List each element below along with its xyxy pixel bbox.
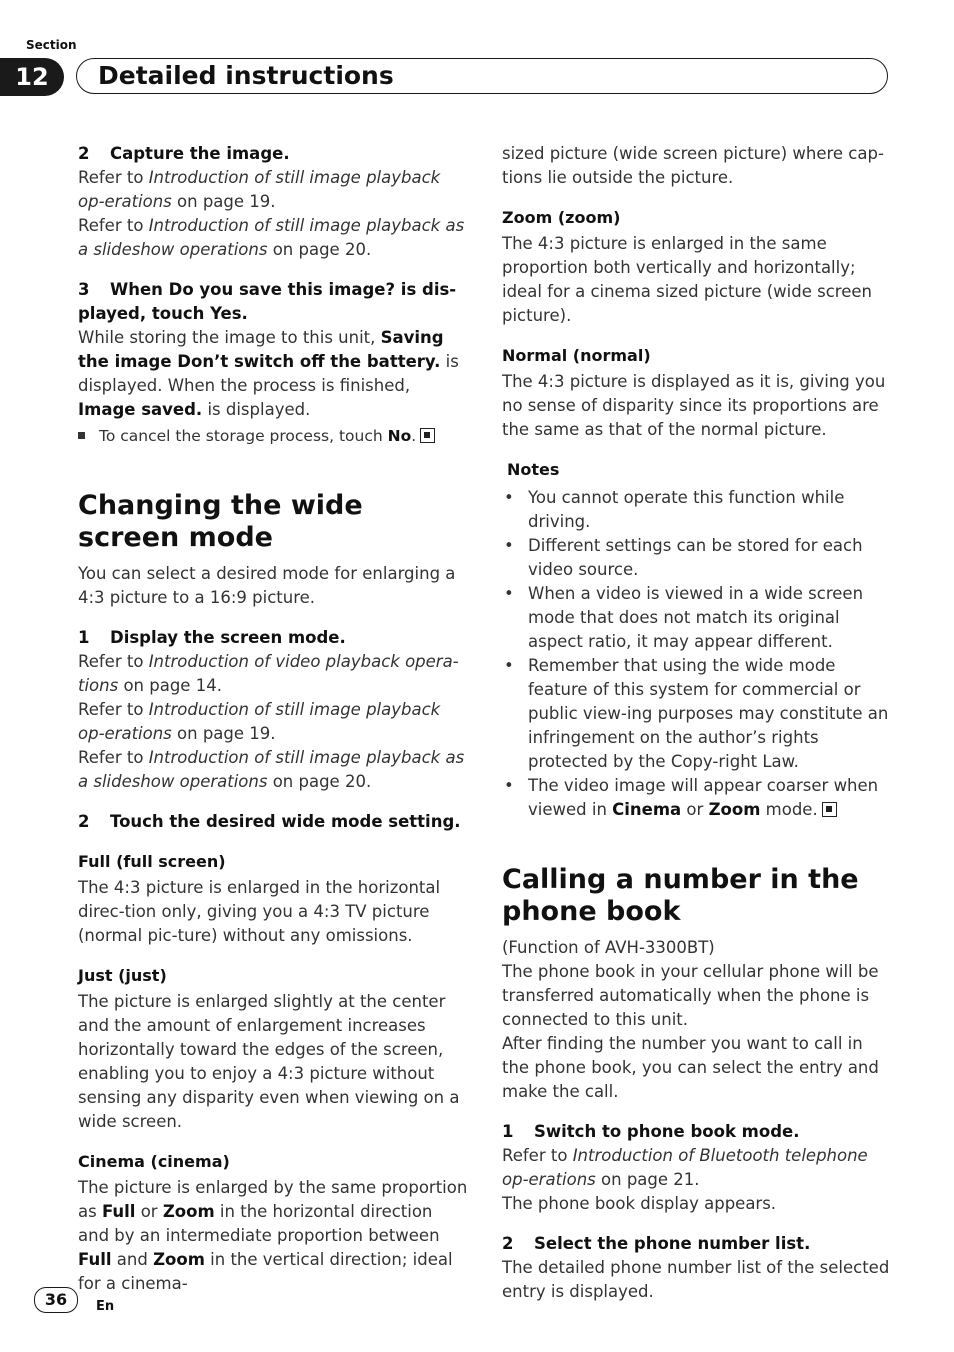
notes-heading: Notes [507, 460, 560, 479]
paragraph: The 4:3 picture is enlarged in the same proportion both vertically and horizontally; ideal for a cinema sized picture (wide screen picture). [502, 234, 872, 325]
paragraph: While storing the image to this unit, Saving the image Don’t switch off the battery. is displayed. When the process is finished, Image saved. is displayed. [78, 328, 459, 419]
paragraph: Refer to Introduction of still image playback as a slideshow operations on page 20. [78, 216, 465, 259]
step-heading: 1 Switch to phone book mode. [502, 1122, 800, 1141]
section-heading: Calling a number in the phone book [502, 864, 859, 927]
step-heading: 3 When Do you save this image? is dis-played, touch Yes. [78, 280, 457, 323]
page-language: En [96, 1299, 115, 1314]
mode-heading: Just (just) [78, 966, 167, 985]
paragraph: sized picture (wide screen picture) where cap-tions lie outside the picture. [502, 144, 884, 187]
list-item: • You cannot operate this function while driving. [502, 486, 894, 534]
square-bullet-icon [78, 432, 85, 439]
step-heading: 2 Capture the image. [78, 144, 290, 163]
paragraph: (Function of AVH-3300BT) [502, 938, 715, 957]
note-item: To cancel the storage process, touch No. [78, 424, 468, 448]
paragraph: Refer to Introduction of still image playback op-erations on page 19. [78, 700, 441, 743]
section-number: 12 [0, 58, 64, 96]
end-mark-icon [420, 428, 435, 443]
left-column [78, 142, 468, 1296]
mode-heading: Zoom (zoom) [502, 208, 621, 227]
end-mark-icon [822, 802, 837, 817]
step-heading: 1 Display the screen mode. [78, 628, 346, 647]
paragraph: The 4:3 picture is enlarged in the horizontal direc-tion only, giving you a 4:3 TV picture (normal pic-ture) without any omissions. [78, 878, 441, 945]
paragraph: The picture is enlarged by the same proportion as Full or Zoom in the horizontal direction and by an intermediate proportion between Full and Zoom in the vertical direction; ideal for a cinema- [78, 1178, 468, 1293]
list-item: • When a video is viewed in a wide screen mode that does not match its original aspect ratio, it may appear different. [502, 582, 894, 654]
notes-list [502, 486, 894, 822]
section-heading: Changing the wide screen mode [78, 490, 363, 553]
paragraph: After finding the number you want to call in the phone book, you can select the entry and make the call. [502, 1034, 879, 1101]
paragraph: Refer to Introduction of Bluetooth telephone op-erations on page 21. [502, 1146, 868, 1189]
right-column [502, 142, 894, 1304]
mode-heading: Normal (normal) [502, 346, 651, 365]
page-number: 36 [34, 1287, 78, 1313]
page-title: Detailed instructions [98, 61, 394, 90]
paragraph: The 4:3 picture is displayed as it is, giving you no sense of disparity since its proportions are the same as that of the normal picture. [502, 372, 886, 439]
list-item: • The video image will appear coarser when viewed in Cinema or Zoom mode. [502, 774, 894, 822]
list-item: • Different settings can be stored for each video source. [502, 534, 894, 582]
paragraph: The phone book in your cellular phone will be transferred automatically when the phone is connected to this unit. [502, 962, 879, 1029]
list-item: • Remember that using the wide mode feature of this system for commercial or public view-ing purposes may constitute an infringement on the author’s rights protected by the Copy-right Law. [502, 654, 894, 774]
paragraph: The phone book display appears. [502, 1194, 777, 1213]
paragraph: Refer to Introduction of video playback opera-tions on page 14. [78, 652, 459, 695]
mode-heading: Full (full screen) [78, 852, 226, 871]
mode-heading: Cinema (cinema) [78, 1152, 230, 1171]
section-label: Section [26, 38, 77, 52]
paragraph: Refer to Introduction of still image playback op-erations on page 19. [78, 168, 441, 211]
step-heading: 2 Touch the desired wide mode setting. [78, 812, 461, 831]
paragraph: The picture is enlarged slightly at the center and the amount of enlargement increases horizontally toward the edges of the screen, enabling you to enjoy a 4:3 picture without sensing any disparity even when viewing on a wide screen. [78, 992, 460, 1131]
step-heading: 2 Select the phone number list. [502, 1234, 811, 1253]
paragraph: Refer to Introduction of still image playback as a slideshow operations on page 20. [78, 748, 465, 791]
paragraph: The detailed phone number list of the selected entry is displayed. [502, 1258, 890, 1301]
paragraph: You can select a desired mode for enlarging a 4:3 picture to a 16:9 picture. [78, 564, 456, 607]
